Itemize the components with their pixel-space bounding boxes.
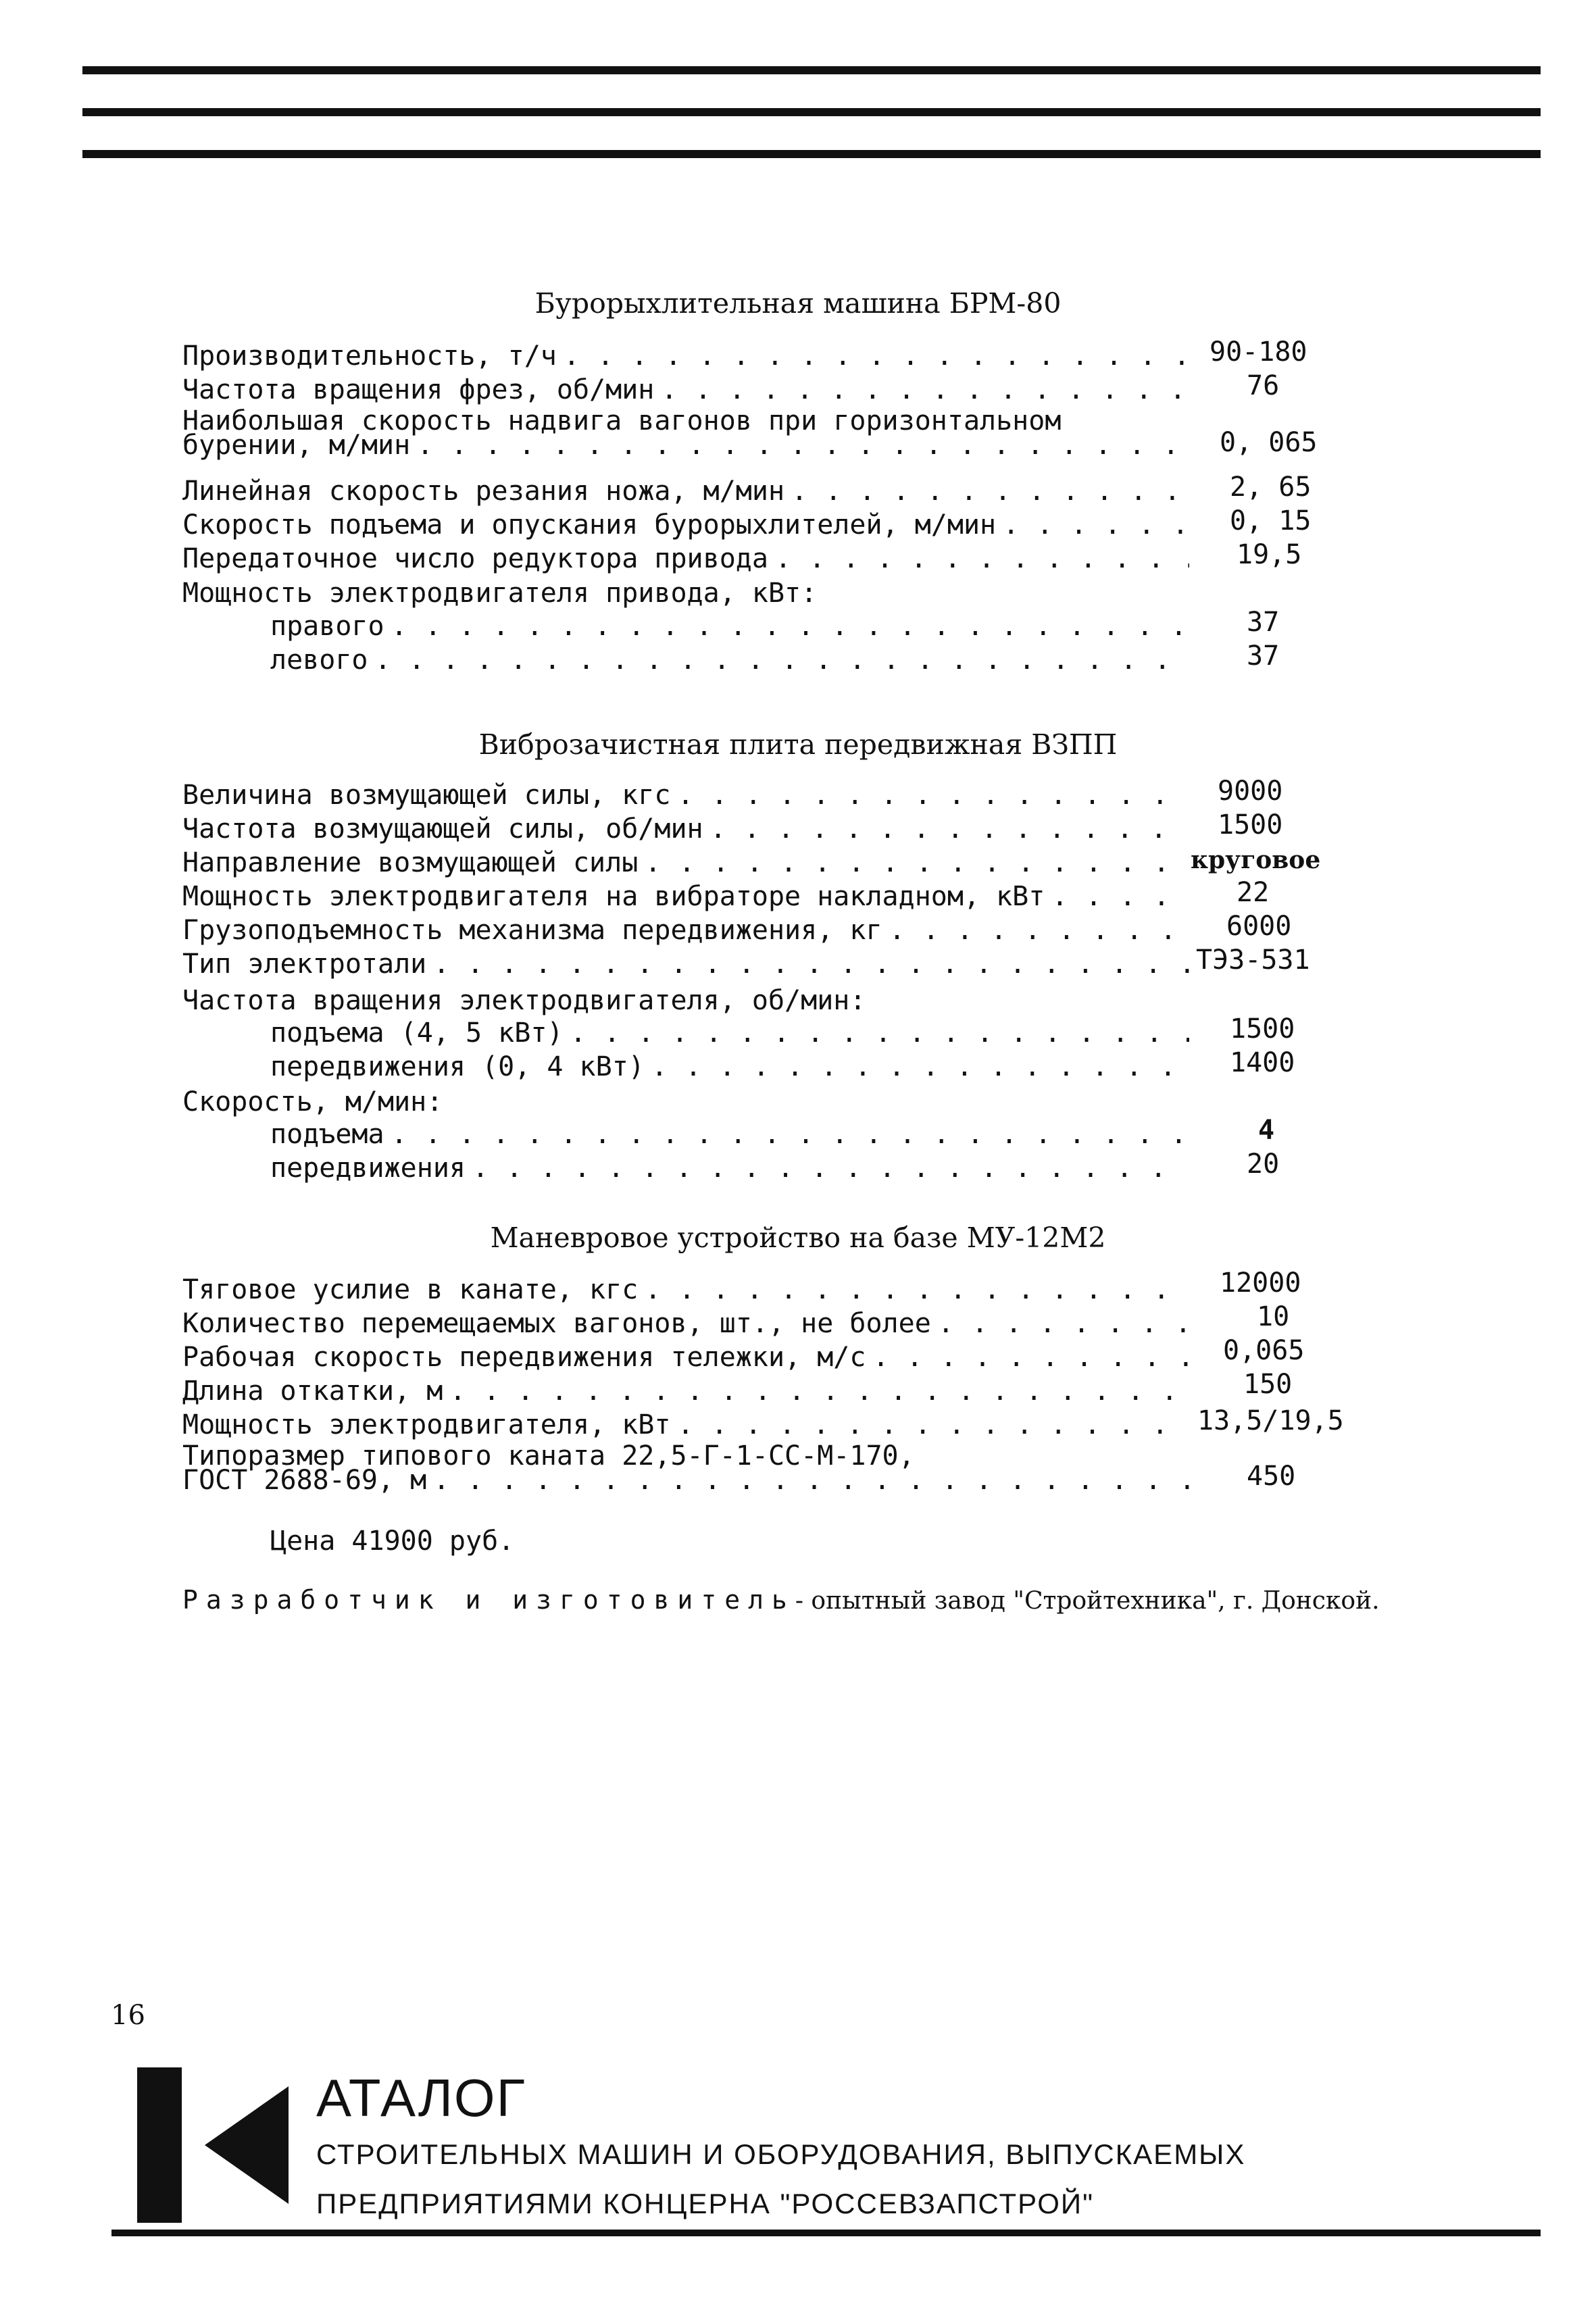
spec-label: бурении, м/мин [182,430,411,461]
spec-label: подъема [270,1119,384,1150]
leader-dots [645,847,1189,878]
leader-dots [889,915,1189,946]
spec-value: 19,5 [1237,539,1302,570]
spec-value: 10 [1257,1301,1290,1332]
spec-value: 1500 [1230,1013,1295,1045]
top-rule-2 [82,108,1541,116]
spec-label: передвижения (0, 4 кВт) [270,1051,645,1082]
spec-label: передвижения [270,1153,466,1184]
spec-row [270,1149,1196,1184]
catalog-k-logo [137,2067,289,2223]
spec-value: 1400 [1230,1047,1295,1078]
spec-label: Скорость подъема и опускания бурорыхлителей, м/мин [182,509,997,540]
spec-value: 76 [1247,370,1280,401]
section-title-vzpp: Виброзачистная плита передвижная ВЗПП [478,728,1118,761]
spec-label: левого [270,645,368,676]
spec-label: правого [270,611,384,642]
manufacturer-prefix: Разработчик и изготовитель [182,1585,795,1615]
spec-row [182,1304,1196,1339]
spec-value: 0, 15 [1230,505,1312,536]
spec-value: 1500 [1218,809,1283,840]
spec-row [182,776,1196,811]
spec-value: 450 [1247,1461,1296,1492]
leader-dots [564,341,1189,372]
bottom-rule [111,2230,1541,2236]
leader-dots [775,543,1189,574]
spec-row [182,809,1196,845]
leader-dots [791,476,1189,507]
leader-dots [449,1376,1189,1407]
catalog-subtitle-line1: СТРОИТЕЛЬНЫХ МАШИН И ОБОРУДОВАНИЯ, ВЫПУСКАЕМЫХ [316,2138,1246,2170]
spec-row [182,877,1196,912]
spec-row [182,426,1196,461]
spec-label: Передаточное число редуктора привода [182,543,768,574]
spec-label: Количество перемещаемых вагонов, шт., не более [182,1308,931,1339]
spec-row [182,945,1196,980]
spec-heading: Мощность электродвигателя привода, кВт: [182,578,818,609]
price-text: Цена 41900 руб. [270,1526,515,1557]
spec-value: 20 [1247,1149,1280,1180]
spec-value: 37 [1247,607,1280,638]
leader-dots [375,645,1190,676]
spec-label: Рабочая скорость передвижения тележки, м/с [182,1342,866,1373]
spec-label: Тяговое усилие в канате, кгс [182,1274,639,1305]
spec-label-line1: Типоразмер типового каната 22,5-Г-1-СС-М-170, [182,1440,915,1472]
spec-label: Производительность, т/ч [182,341,557,372]
manufacturer-rest: - опытный завод "Стройтехника", г. Донской. [795,1587,1380,1615]
spec-heading: Частота вращения электродвигателя, об/мин: [182,985,866,1016]
spec-row [182,539,1196,574]
spec-row [182,1405,1196,1440]
spec-row [182,370,1196,405]
section-title-brm: Бурорыхлительная машина БРМ-80 [534,287,1062,320]
spec-label-line1: Наибольшая скорость надвига вагонов при горизонтальном [182,405,1062,436]
spec-value: 9000 [1218,776,1283,807]
leader-dots [1051,881,1189,912]
spec-label: Направление возмущающей силы [182,847,639,878]
leader-dots [433,949,1189,980]
spec-row [270,607,1196,642]
spec-value: 12000 [1220,1267,1301,1299]
leader-dots [677,780,1189,811]
leader-dots [1003,509,1189,540]
spec-label: подъема (4, 5 кВт) [270,1017,564,1049]
spec-row [182,472,1196,507]
spec-value: 150 [1243,1369,1293,1400]
spec-value: 2, 65 [1230,472,1312,503]
spec-value: круговое [1191,846,1321,874]
spec-value: 0, 065 [1220,427,1318,458]
leader-dots [570,1017,1189,1049]
spec-label: Мощность электродвигателя, кВт [182,1409,671,1440]
spec-row [182,1461,1196,1496]
spec-row [270,1115,1196,1150]
manufacturer-line [182,1585,1380,1615]
spec-label: Частота возмущающей силы, об/мин [182,813,703,845]
spec-value: 4 [1258,1115,1275,1146]
leader-dots [645,1274,1189,1305]
spec-value: 37 [1247,640,1280,672]
leader-dots [872,1342,1189,1373]
leader-dots [661,374,1189,405]
leader-dots [433,1465,1189,1496]
leader-dots [391,611,1189,642]
page-number: 16 [111,2000,145,2031]
spec-label: Тип электротали [182,949,427,980]
spec-value: 90-180 [1210,336,1307,368]
spec-row [182,1338,1196,1373]
leader-dots [417,430,1189,461]
spec-heading: Скорость, м/мин: [182,1086,443,1117]
section-title-mu: Маневровое устройство на базе МУ-12М2 [490,1222,1106,1254]
spec-row [270,1013,1196,1049]
spec-label: Грузоподъемность механизма передвижения, кг [182,915,882,946]
spec-value: 22 [1237,877,1270,908]
leader-dots [938,1308,1189,1339]
spec-label: ГОСТ 2688-69, м [182,1465,427,1496]
leader-dots [651,1051,1189,1082]
spec-label: Длина откатки, м [182,1376,443,1407]
top-rule-3 [82,150,1541,158]
spec-row [182,336,1196,372]
spec-label: Частота вращения фрез, об/мин [182,374,655,405]
spec-row [182,505,1196,540]
spec-row [182,911,1196,946]
spec-value: 0,065 [1223,1335,1305,1366]
leader-dots [391,1119,1189,1150]
top-rule-1 [82,66,1541,74]
spec-label: Мощность электродвигателя на вибраторе накладном, кВт [182,881,1045,912]
spec-label: Линейная скорость резания ножа, м/мин [182,476,785,507]
spec-value: 13,5/19,5 [1197,1405,1344,1436]
leader-dots [677,1409,1189,1440]
spec-row [270,640,1196,676]
leader-dots [710,813,1189,845]
catalog-title: АТАЛОГ [316,2068,526,2128]
catalog-subtitle-line2: ПРЕДПРИЯТИЯМИ КОНЦЕРНА "РОССЕВЗАПСТРОЙ" [316,2188,1095,2219]
spec-label: Величина возмущающей силы, кгс [182,780,671,811]
spec-value: 6000 [1226,911,1292,942]
spec-row [182,1270,1196,1305]
spec-row [270,1047,1196,1082]
spec-value: ТЭЗ-531 [1196,945,1310,976]
spec-row [182,1372,1196,1407]
leader-dots [472,1153,1189,1184]
spec-row [182,843,1196,878]
